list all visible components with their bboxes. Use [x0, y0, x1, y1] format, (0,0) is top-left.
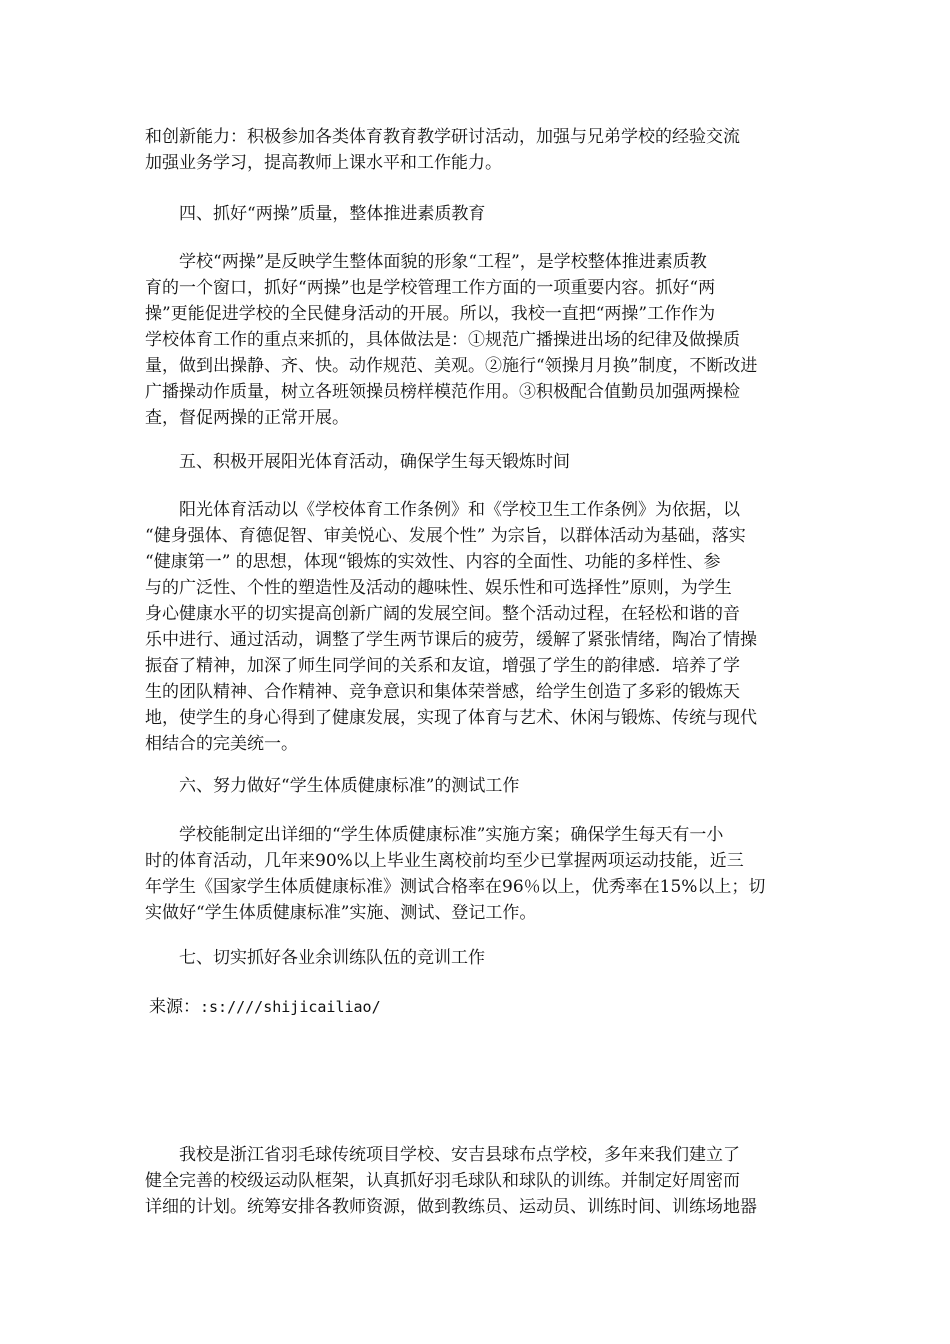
section6-heading: 六、努力做好“学生体质健康标准”的测试工作 — [179, 776, 520, 796]
intro-line-1: 和创新能力：积极参加各类体育教育教学研讨活动，加强与兄弟学校的经验交流 — [145, 127, 740, 147]
section4-line-3: 操”更能促进学校的全民健身活动的开展。所以，我校一直把“两操”工作作为 — [145, 304, 716, 324]
section4-line-4: 学校体育工作的重点来抓的，具体做法是：①规范广播操进出场的纪律及做操质 — [145, 330, 740, 350]
section5-line-8: 生的团队精神、合作精神、竞争意识和集体荣誉感，给学生创造了多彩的锻炼天 — [145, 682, 740, 702]
section4-line-1: 学校“两操”是反映学生整体面貌的形象“工程”，是学校整体推进素质教 — [179, 252, 707, 272]
source-line — [149, 994, 381, 1020]
section6-line-4: 实做好“学生体质健康标准”实施、测试、登记工作。 — [145, 903, 537, 923]
section5-line-5: 身心健康水平的切实提高创新广阔的发展空间。整个活动过程，在轻松和谐的音 — [145, 604, 740, 624]
section4-heading: 四、抓好“两操”质量，整体推进素质教育 — [179, 204, 486, 224]
source-label: 来源： — [149, 997, 200, 1017]
final-line-2: 健全完善的校级运动队框架，认真抓好羽毛球队和球队的训练。并制定好周密而 — [145, 1171, 740, 1191]
section5-line-10: 相结合的完美统一。 — [145, 734, 298, 754]
section4-line-5: 量，做到出操静、齐、快。动作规范、美观。②施行“领操月月换”制度，不断改进 — [145, 356, 758, 376]
section5-line-2: “健身强体、育德促智、审美悦心、发展个性” 为宗旨，以群体活动为基础，落实 — [145, 526, 746, 546]
final-line-3: 详细的计划。统筹安排各教师资源，做到教练员、运动员、训练时间、训练场地器 — [145, 1197, 757, 1217]
section4-line-2: 育的一个窗口，抓好“两操”也是学校管理工作方面的一项重要内容。抓好“两 — [145, 278, 716, 298]
section5-line-7: 振奋了精神，加深了师生同学间的关系和友谊，增强了学生的韵律感．培养了学 — [145, 656, 740, 676]
section5-line-6: 乐中进行、通过活动，调整了学生两节课后的疲劳，缓解了紧张情绪，陶冶了情操 — [145, 630, 757, 650]
section5-paragraph — [145, 497, 815, 757]
section6-paragraph — [145, 822, 815, 926]
section5-line-4: 与的广泛性、个性的塑造性及活动的趣味性、娱乐性和可选择性”原则，为学生 — [145, 578, 732, 598]
section6-line-1: 学校能制定出详细的“学生体质健康标准”实施方案；确保学生每天有一小 — [179, 825, 724, 845]
section6-line-3: 年学生《国家学生体质健康标准》测试合格率在96％以上，优秀率在15%以上；切 — [145, 877, 766, 897]
section5-line-1: 阳光体育活动以《学校体育工作条例》和《学校卫生工作条例》为依据，以 — [179, 500, 740, 520]
final-line-1: 我校是浙江省羽毛球传统项目学校、安吉县球布点学校，多年来我们建立了 — [179, 1145, 740, 1165]
section5-line-9: 地，使学生的身心得到了健康发展，实现了体育与艺术、休闲与锻炼、传统与现代 — [145, 708, 757, 728]
intro-line-2: 加强业务学习，提高教师上课水平和工作能力。 — [145, 153, 502, 173]
section4-line-7: 查，督促两操的正常开展。 — [145, 408, 349, 428]
section6-line-2: 时的体育活动，几年来90%以上毕业生离校前均至少已掌握两项运动技能，近三 — [145, 851, 744, 871]
section4-line-6: 广播操动作质量，树立各班领操员榜样模范作用。③积极配合值勤员加强两操检 — [145, 382, 740, 402]
final-paragraph — [145, 1142, 815, 1220]
intro-paragraph — [145, 124, 815, 176]
section5-line-3: “健康第一” 的思想，体现“锻炼的实效性、内容的全面性、功能的多样性、参 — [145, 552, 721, 572]
section7-heading: 七、切实抓好各业余训练队伍的竞训工作 — [179, 948, 485, 968]
section4-paragraph — [145, 249, 815, 431]
section5-heading: 五、积极开展阳光体育活动，确保学生每天锻炼时间 — [179, 452, 570, 472]
source-url: :s:////shijicailiao/ — [200, 998, 381, 1016]
